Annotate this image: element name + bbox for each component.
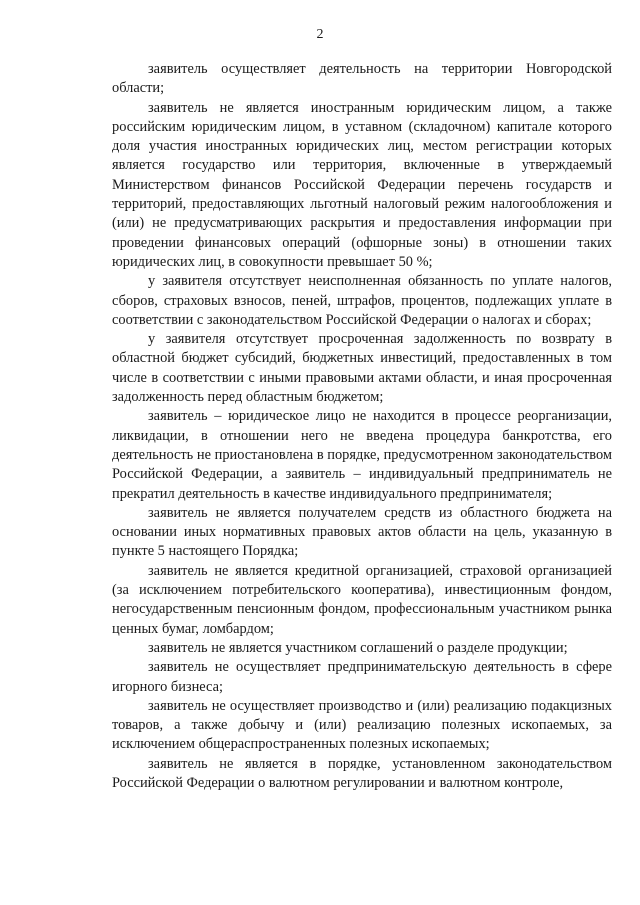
paragraph: заявитель не является получателем средств из областного бюджета на основании иных нормативных правовых актов области на цель, указанную в пункте 5 настоящего Порядка; [112,504,612,560]
paragraph: заявитель не осуществляет предпринимательскую деятельность в сфере игорного бизнеса; [112,659,612,695]
paragraph: у заявителя отсутствует неисполненная обязанность по уплате налогов, сборов, страховых взносов, пеней, штрафов, процентов, подлежащих уплате в соответствии с законодательством Российской Федерации о налогах и сборах; [112,273,612,328]
paragraph: заявитель не является иностранным юридическим лицом, а также российским юридическим лицом, в уставном (складочном) капитале которого доля участия иностранных юридических лиц, местом регистрации которых является государство или территория, включенные в утверждаемый Министерством финансов Российской Федерации перечень государств и территорий, предоставляющих льготный налоговый режим налогообложения и (или) не предусматривающих раскрытия и предоставления информации при проведении финансовых операций (офшорные зоны) в отношении таких юридических лиц, в совокупности превышает 50 %; [112,99,612,270]
paragraph: заявитель не осуществляет производство и (или) реализацию подакцизных товаров, а также добычу и (или) реализацию полезных ископаемых, за исключением общераспространенных полезных ископаемых; [112,697,612,753]
paragraph: заявитель не является участником соглашений о разделе продукции; [148,639,568,656]
document-body [112,60,612,793]
paragraph: у заявителя отсутствует просроченная задолженность по возврату в областной бюджет субсидий, бюджетных инвестиций, предоставленных в том числе в соответствии с иными правовыми актами области, и иная просроченная задолженность перед областным бюджетом; [112,331,612,406]
paragraph: заявитель – юридическое лицо не находится в процессе реорганизации, ликвидации, в отношении него не введена процедура банкротства, его деятельность не приостановлена в порядке, предусмотренном законодательством Российской Федерации, а заявитель – индивидуальный предприниматель не прекратил деятельность в качестве индивидуального предпринимателя; [112,408,612,502]
paragraph: заявитель не является кредитной организацией, страховой организацией (за исключением потребительского кооператива), инвестиционным фондом, негосударственным пенсионным фондом, профессиональным участником рынка ценных бумаг, ломбардом; [112,562,612,637]
paragraph: заявитель не является в порядке, установленном законодательством Российской Федерации о валютном регулировании и валютном контроле, [112,755,612,791]
paragraph: заявитель осуществляет деятельность на территории Новгородской области; [112,61,612,97]
page-number: 2 [316,27,324,42]
